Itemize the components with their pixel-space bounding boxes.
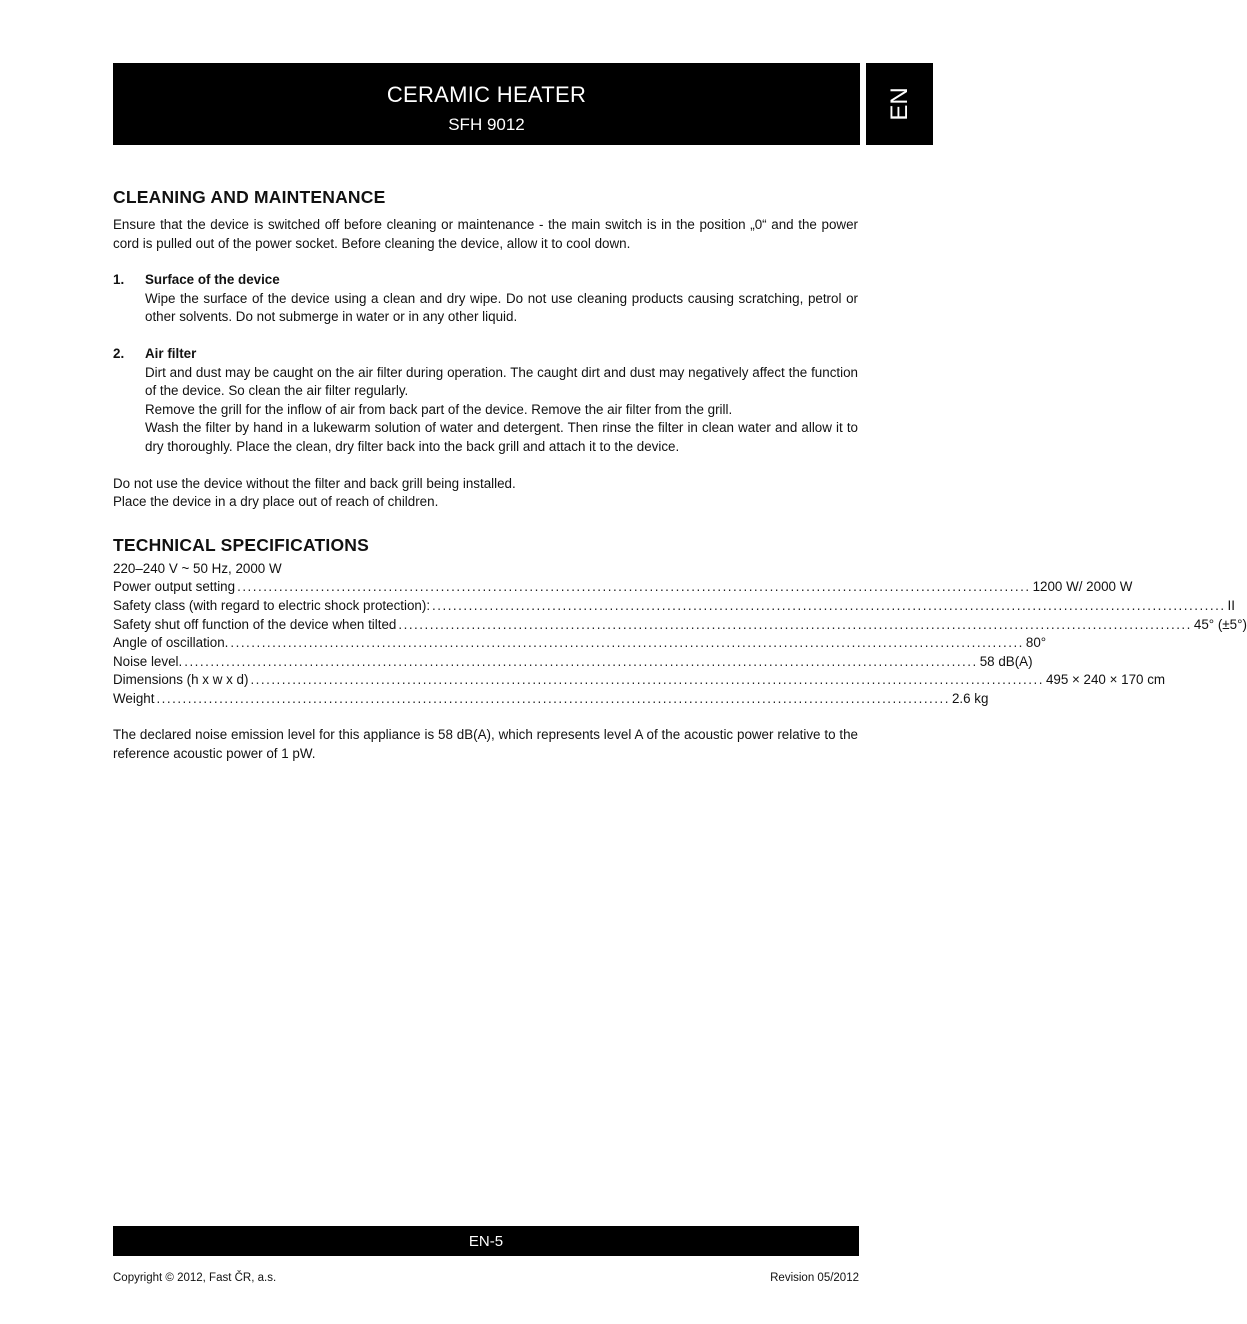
spec-row: Noise level. ........................................................................................................................................................ 58 dB(A) <box>113 653 858 672</box>
noise-declaration: The declared noise emission level for this appliance is 58 dB(A), which represents level A of the acoustic power relative to the reference acoustic power of 1 pW. <box>113 727 858 762</box>
storage-note: Place the device in a dry place out of reach of children. <box>113 494 439 510</box>
spec-row: Power output setting ........................................................................................................................................................ 1200 W/ 2000 W <box>113 578 858 597</box>
item-number: 1. <box>113 272 125 288</box>
item-title: Air filter <box>145 345 197 361</box>
spec-value: 45° (±5°) <box>1193 616 1247 632</box>
model-number: SFH 9012 <box>448 115 525 134</box>
language-label: EN <box>885 87 913 121</box>
document-header <box>113 63 860 145</box>
power-supply: 220–240 V ~ 50 Hz, 2000 W <box>113 560 282 576</box>
spec-value: 2.6 kg <box>951 690 989 706</box>
spec-value: 495 × 240 × 170 cm <box>1045 672 1166 688</box>
cleaning-item-surface <box>113 271 858 327</box>
spec-value: 58 dB(A) <box>979 653 1033 669</box>
spec-label: Power output setting <box>113 579 236 595</box>
document-title: CERAMIC HEATER <box>386 82 587 107</box>
item-title: Surface of the device <box>145 272 280 288</box>
specs-heading: TECHNICAL SPECIFICATIONS <box>113 534 369 555</box>
item-number: 2. <box>113 345 125 361</box>
item-text: Wipe the surface of the device using a clean and dry wipe. Do not use cleaning products causing scratching, petrol or other solvents. Do not submerge in water or in any other liquid. <box>145 290 858 325</box>
cleaning-item-air-filter <box>113 345 858 457</box>
spec-label: Angle of oscillation. <box>113 635 229 651</box>
spec-value: II <box>1227 597 1235 613</box>
warning-note: Do not use the device without the filter and back grill being installed. <box>113 475 516 491</box>
spec-row: Safety class (with regard to electric shock protection): ........................................................................................................................................................ II <box>113 597 858 616</box>
page-content <box>113 186 1247 764</box>
spec-value: 1200 W/ 2000 W <box>1032 579 1133 595</box>
item-text: Remove the grill for the inflow of air from back part of the device. Remove the air filter from the grill. <box>145 401 733 417</box>
cleaning-intro: Ensure that the device is switched off before cleaning or maintenance - the main switch is in the position „0“ and the power cord is pulled out of the power socket. Before cleaning the device, allow it to cool down. <box>113 217 858 251</box>
item-text: Dirt and dust may be caught on the air filter during operation. The caught dirt and dust may negatively affect the function of the device. So clean the air filter regularly. <box>145 364 858 399</box>
language-tab <box>866 63 933 145</box>
item-text: Wash the filter by hand in a lukewarm solution of water and detergent. Then rinse the filter in clean water and allow it to dry thoroughly. Place the clean, dry filter back into the back grill and attach it to the device. <box>145 420 858 454</box>
page-number-bar <box>113 1226 859 1256</box>
revision-text: Revision 05/2012 <box>770 1272 859 1284</box>
spec-row: Safety shut off function of the device when tilted ........................................................................................................................................................ 45° (±5°) <box>113 616 858 635</box>
spec-label: Dimensions (h x w x d) <box>113 672 249 688</box>
cleaning-heading: CLEANING AND MAINTENANCE <box>113 187 386 207</box>
spec-label: Safety class (with regard to electric shock protection): <box>113 597 431 613</box>
spec-value: 80° <box>1025 635 1047 651</box>
copyright-text: Copyright © 2012, Fast ČR, a.s. <box>113 1272 277 1284</box>
spec-label: Safety shut off function of the device when tilted <box>113 616 397 632</box>
spec-row: Weight ........................................................................................................................................................ 2.6 kg <box>113 690 858 709</box>
page-number: EN-5 <box>468 1233 504 1250</box>
spec-label: Weight <box>113 690 155 706</box>
spec-row: Dimensions (h x w x d) ........................................................................................................................................................ 495 × 240 × 170 cm <box>113 671 858 690</box>
spec-label: Noise level. <box>113 653 183 669</box>
spec-row: Angle of oscillation. ........................................................................................................................................................ 80° <box>113 634 858 653</box>
specs-table <box>113 578 1247 708</box>
